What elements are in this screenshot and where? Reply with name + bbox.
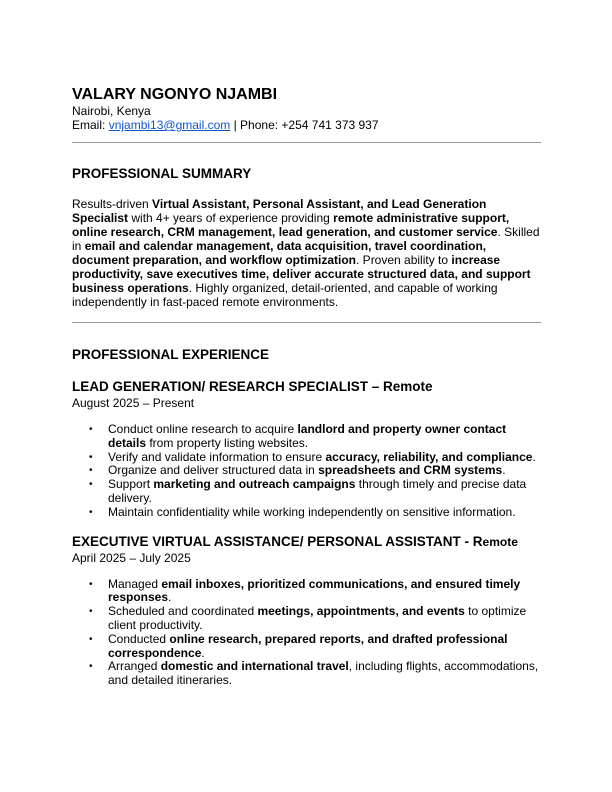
text: from property listing websites. [146, 435, 309, 450]
phone-number: +254 741 373 937 [281, 118, 379, 132]
bold-text: Virtual Assistant, Personal Assistant, and Lead Generation Specialist [72, 197, 487, 225]
text: . Skilled in [72, 225, 540, 253]
email-label: Email: [72, 118, 106, 132]
resume-content [72, 85, 541, 688]
summary-heading: PROFESSIONAL SUMMARY [72, 166, 252, 181]
bullet-icon: • [89, 633, 93, 645]
job-title [72, 534, 541, 550]
text: Results-driven [72, 197, 153, 211]
text: . Highly organized, detail-oriented, and capable of working independently in fast-paced remote environments. [72, 281, 498, 309]
bullet-item [72, 660, 541, 688]
job-bullets [72, 423, 541, 520]
text: Verify and validate information to ensure [108, 449, 326, 464]
location: Nairobi, Kenya [72, 104, 151, 118]
bold-text: email inboxes, prioritized communications, and ensured timely responses [108, 576, 521, 605]
contact-line [72, 118, 541, 132]
bullet-icon: • [89, 606, 93, 618]
job-dates: August 2025 – Present [72, 396, 195, 410]
bullet-item [72, 464, 541, 478]
text: Arranged [108, 659, 161, 674]
bullet-icon: • [89, 479, 93, 491]
job-location: Remote [383, 379, 433, 394]
text: . [502, 463, 506, 478]
bold-text: domestic and international travel [160, 659, 349, 674]
text: Organize and deliver structured data in [108, 463, 319, 478]
text: . Proven ability to [356, 253, 452, 267]
bullet-icon: • [89, 506, 93, 518]
text: . [532, 449, 536, 464]
bold-text: spreadsheets and CRM systems [318, 463, 503, 478]
text: , including flights, accommodations, and detailed itineraries. [108, 659, 539, 688]
job-location: emote [482, 534, 518, 549]
job-title [72, 379, 541, 395]
bold-text: remote administrative support, online research, CRM management, lead generation, and customer service [72, 211, 510, 239]
bullet-icon: • [89, 451, 93, 463]
bullet-icon: • [89, 661, 93, 673]
job-title-text: LEAD GENERATION/ RESEARCH SPECIALIST – [72, 379, 384, 394]
text: . [201, 645, 205, 660]
bold-text: landlord and property owner contact details [108, 422, 507, 450]
bullet-item [72, 478, 541, 506]
bullet-item [72, 423, 541, 451]
bold-text: online research, prepared reports, and drafted professional correspondence [108, 631, 508, 660]
text: to optimize client productivity. [108, 604, 527, 632]
bullet-item [72, 578, 541, 606]
divider [72, 322, 541, 323]
bullet-icon: • [89, 578, 93, 590]
text: Support [108, 477, 154, 492]
job-dates: April 2025 – July 2025 [72, 550, 191, 565]
bold-text: accuracy, reliability, and compliance [325, 449, 533, 464]
text: Scheduled and coordinated [108, 604, 258, 619]
job-title-text: EXECUTIVE VIRTUAL ASSISTANCE/ PERSONAL ASSISTANT - R [72, 533, 483, 549]
job-bullets [72, 578, 541, 688]
bold-text: meetings, appointments, and events [257, 604, 465, 619]
experience-heading: PROFESSIONAL EXPERIENCE [72, 347, 270, 362]
bold-text: marketing and outreach campaigns [153, 477, 356, 492]
text: Conducted [108, 631, 170, 646]
email-link[interactable]: vnjambi13@gmail.com [108, 118, 231, 132]
bold-text: email and calendar management, data acquisition, travel coordination, document preparation, and workflow optimization [72, 239, 487, 267]
bullet-item [72, 506, 541, 520]
candidate-name: VALARY NGONYO NJAMBI [72, 86, 278, 103]
summary-text [72, 197, 541, 309]
bullet-icon: • [89, 465, 93, 477]
phone-label: | Phone: [233, 118, 279, 132]
bullet-item [72, 605, 541, 633]
text: through timely and precise data delivery. [108, 477, 527, 505]
text: Conduct online research to acquire [108, 422, 298, 436]
text: Managed [108, 576, 162, 591]
bullet-item [72, 451, 541, 465]
bold-text: increase productivity, save executives time, deliver accurate structured data, and support business operations [72, 253, 531, 295]
bullet-item [72, 633, 541, 661]
text: Maintain confidentiality while working independently on sensitive information. [108, 504, 516, 519]
text: . [168, 590, 172, 605]
divider [72, 142, 541, 143]
text: with 4+ years of experience providing [128, 211, 334, 225]
bullet-icon: • [89, 424, 93, 435]
